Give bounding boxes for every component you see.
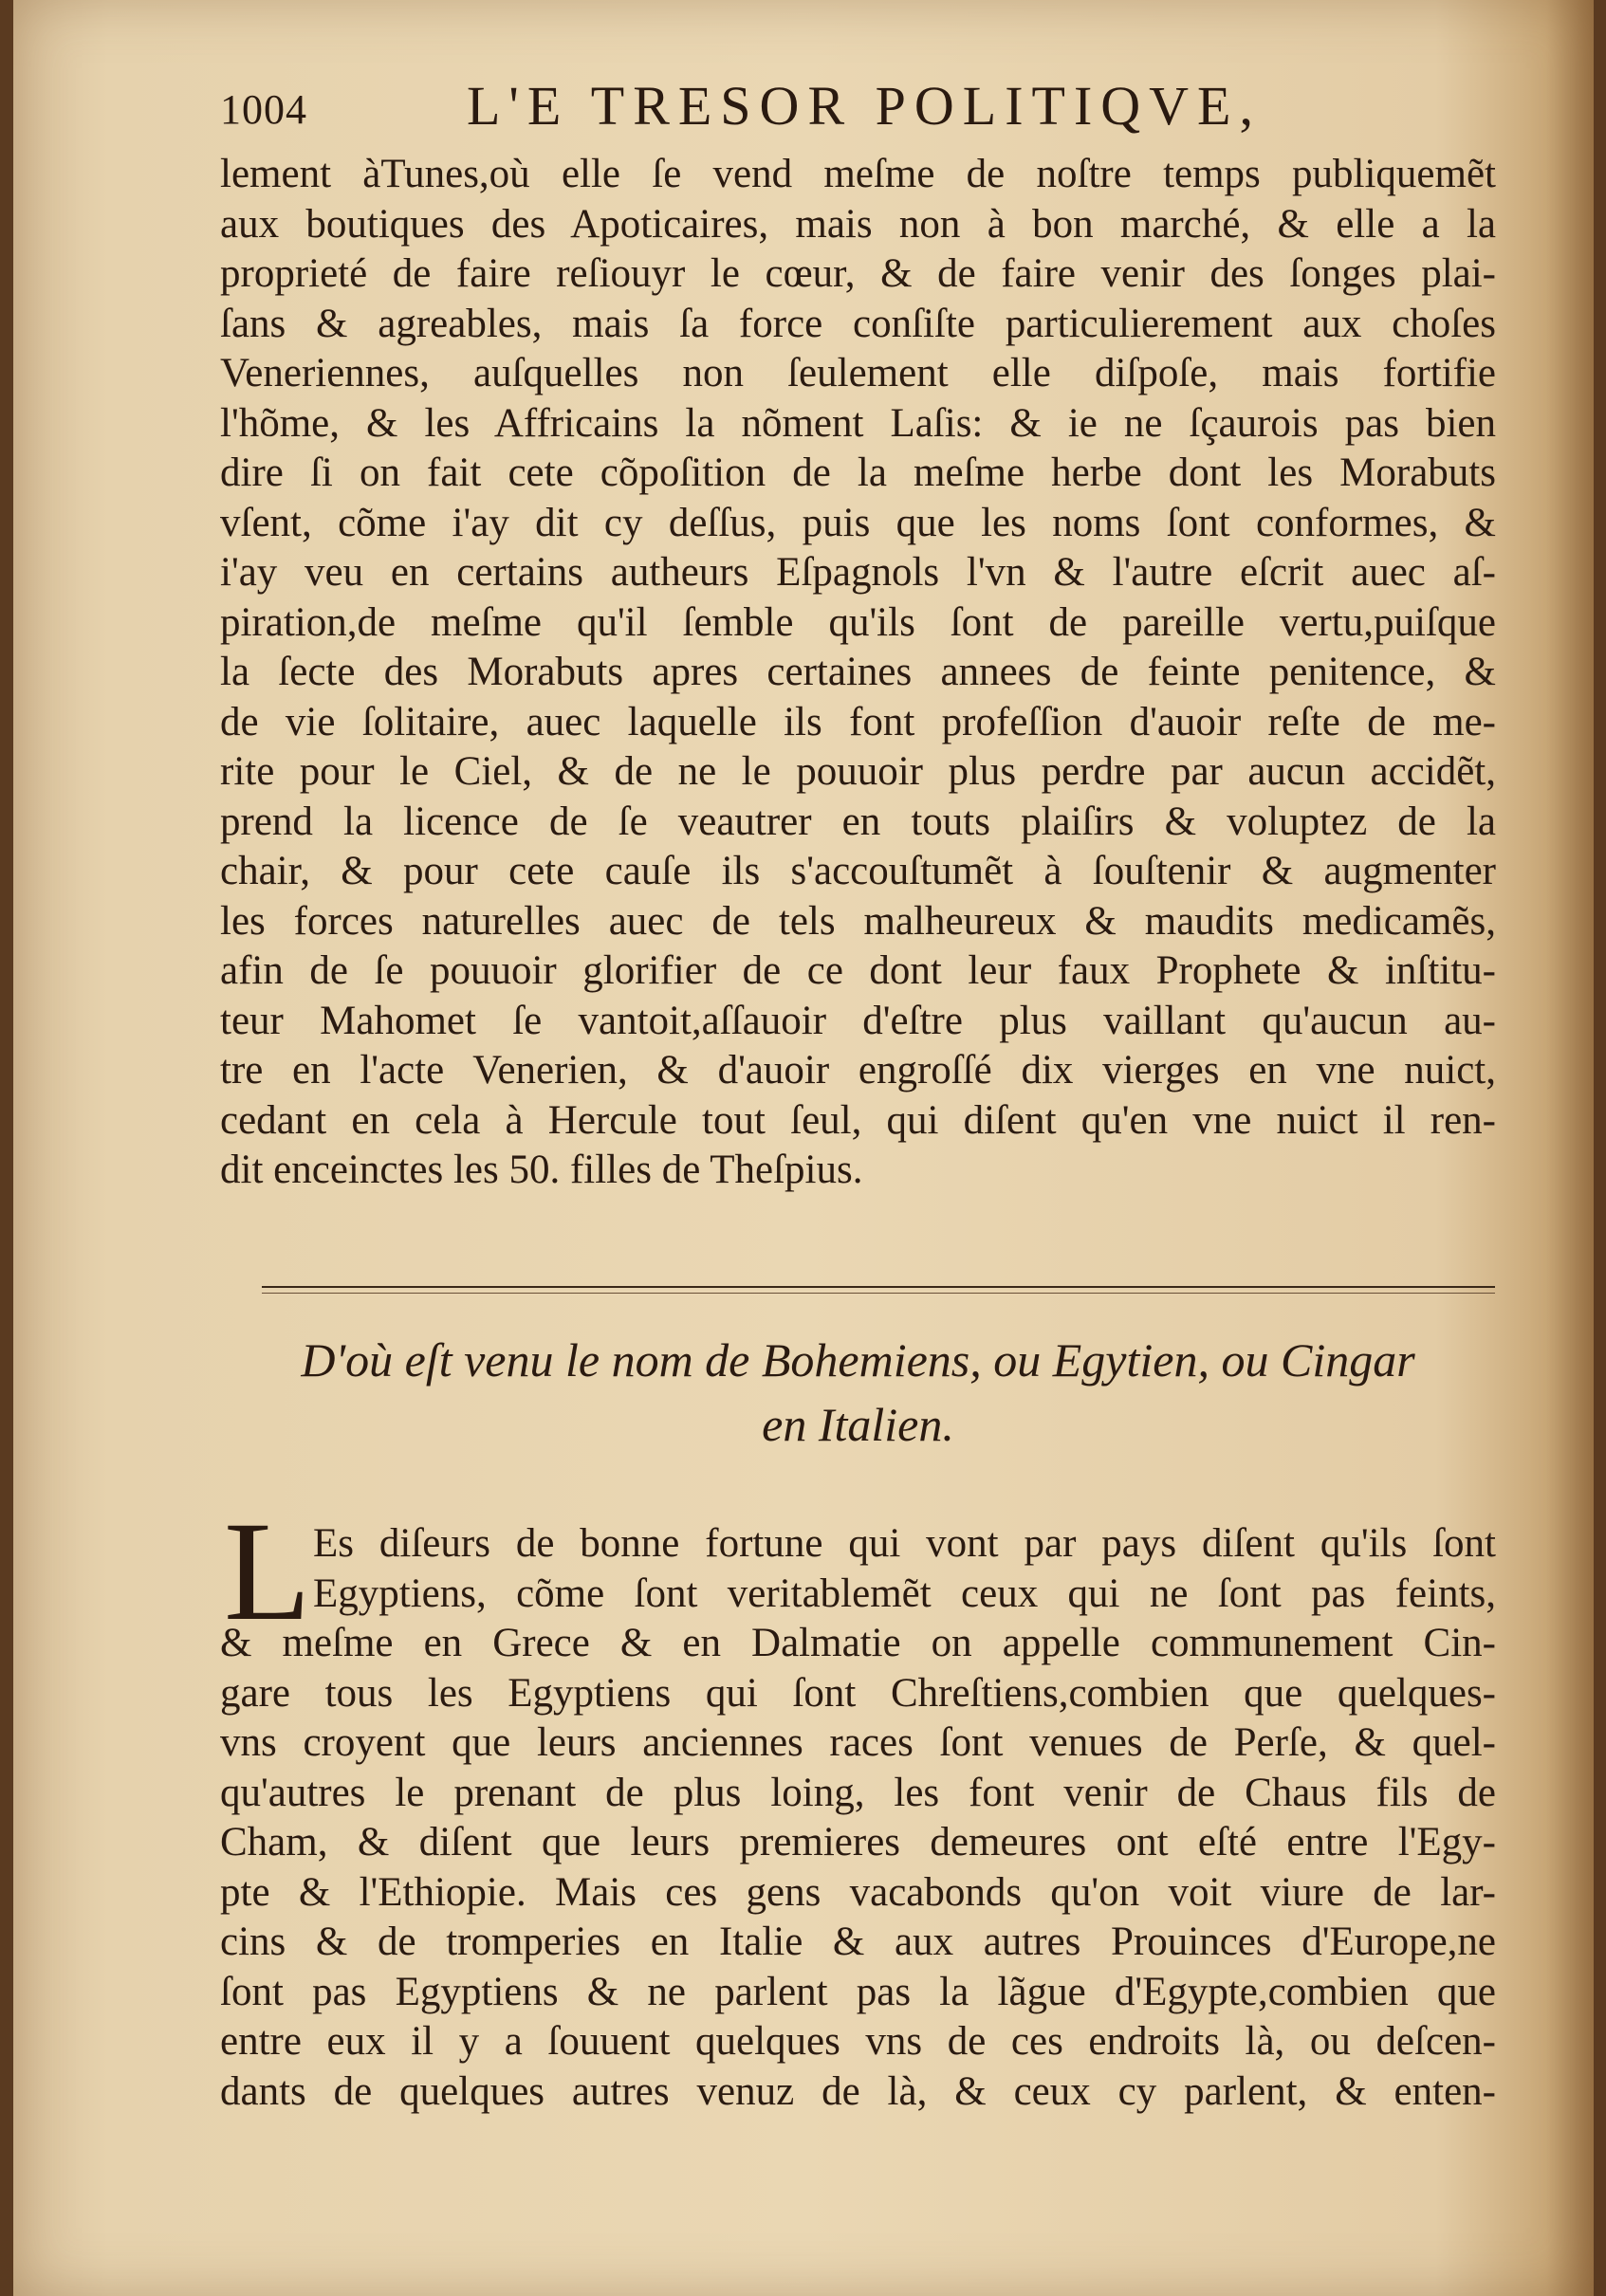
running-head: [220, 74, 1453, 140]
text-line: lement àTunes,où elle ſe vend meſme de noſtre temps publiquemẽt: [220, 152, 1496, 196]
section-heading-line: en Italien.: [762, 1398, 954, 1451]
text-line: afin de ſe pouuoir glorifier de ce dont leur faux Prophete & inſtitu-: [220, 948, 1496, 993]
section-divider: [262, 1286, 1495, 1288]
text-line: chair, & pour cete cauſe ils s'accouſtumẽt à ſouſtenir & augmenter: [220, 849, 1496, 893]
text-line: qu'autres le prenant de plus loing, les font venir de Chaus fils de: [220, 1770, 1496, 1815]
text-line: de vie ſolitaire, auec laquelle ils font profeſſion d'auoir reſte de me-: [220, 699, 1496, 744]
text-line: vſent, cõme i'ay dit cy deſſus, puis que les noms ſont conformes, &: [220, 500, 1496, 545]
paragraph-section: [220, 1519, 1496, 2117]
text-line: tre en l'acte Venerien, & d'auoir engroſſé dix vierges en vne nuict,: [220, 1048, 1496, 1093]
page-number: 1004: [220, 86, 307, 133]
text-line: l'hõme, & les Affricains la nõment Laſis: & ie ne ſçaurois pas bien: [220, 400, 1496, 446]
drop-cap: L: [224, 1493, 311, 1650]
text-line: ſont pas Egyptiens & ne parlent pas la lãgue d'Egypte,combien que: [220, 1969, 1496, 2014]
text-line: piration,de meſme qu'il ſemble qu'ils ſont de pareille vertu,puiſque: [220, 599, 1496, 645]
text-line: aux boutiques des Apoticaires, mais non à bon marché, & elle a la: [220, 201, 1496, 247]
text-line: teur Mahomet ſe vantoit,aſſauoir d'eſtre plus vaillant qu'aucun au-: [220, 998, 1496, 1043]
text-line: les forces naturelles auec de tels malheureux & maudits medicamẽs,: [220, 898, 1496, 944]
section-heading: [220, 1328, 1496, 1457]
text-line: dit enceinctes les 50. filles de Theſpius.: [220, 1148, 863, 1192]
text-line: rite pour le Ciel, & de ne le pouuoir plus perdre par aucun accidẽt,: [220, 749, 1496, 794]
section-divider-thin: [262, 1293, 1495, 1294]
text-line: proprieté de faire reſiouyr le cœur, & de faire venir des ſonges plai-: [220, 251, 1496, 296]
paragraph-continued: [220, 150, 1496, 1196]
text-line: entre eux il y a ſouuent quelques vns de ces endroits là, ou deſcen-: [220, 2019, 1496, 2064]
text-line: dants de quelques autres venuz de là, & ceux cy parlent, & enten-: [220, 2068, 1496, 2114]
book-page: [13, 0, 1594, 2296]
text-line: Cham, & diſent que leurs premieres demeures ont eſté entre l'Egy-: [220, 1820, 1496, 1864]
text-line: Veneriennes, auſquelles non ſeulement elle diſpoſe, mais fortifie: [220, 351, 1496, 395]
text-line: pte & l'Ethiopie. Mais ces gens vacabonds qu'on voit viure de lar-: [220, 1869, 1496, 1915]
text-line: & meſme en Grece & en Dalmatie on appelle communement Cin-: [220, 1621, 1496, 1665]
text-line: i'ay veu en certains autheurs Eſpagnols l'vn & l'autre eſcrit auec aſ-: [220, 550, 1496, 595]
text-line: cedant en cela à Hercule tout ſeul, qui diſent qu'en vne nuict il ren-: [220, 1097, 1496, 1143]
running-title: L'E TRESOR POLITIQVE,: [467, 75, 1262, 137]
text-line: gare tous les Egyptiens qui ſont Chreſtiens,combien que quelques-: [220, 1670, 1496, 1716]
text-line: vns croyent que leurs anciennes races ſont venues de Perſe, & quel-: [220, 1720, 1496, 1765]
text-line: prend la licence de ſe veautrer en touts plaiſirs & voluptez de la: [220, 799, 1496, 844]
text-line: cins & de tromperies en Italie & aux autres Prouinces d'Europe,ne: [220, 1919, 1496, 1964]
text-line: la ſecte des Morabuts apres certaines annees de feinte penitence, &: [220, 650, 1496, 694]
section-heading-line: D'où eſt venu le nom de Bohemiens, ou Egytien, ou Cingar: [301, 1333, 1415, 1387]
text-line: Egyptiens, cõme ſont veritablemẽt ceux qui ne ſont pas feints,: [313, 1570, 1496, 1616]
text-line: Es diſeurs de bonne fortune qui vont par pays diſent qu'ils ſont: [313, 1521, 1496, 1566]
text-line: ſans & agreables, mais ſa force conſiſte particulierement aux choſes: [220, 301, 1496, 346]
text-line: dire ſi on fait cete cõpoſition de la meſme herbe dont les Morabuts: [220, 450, 1496, 495]
